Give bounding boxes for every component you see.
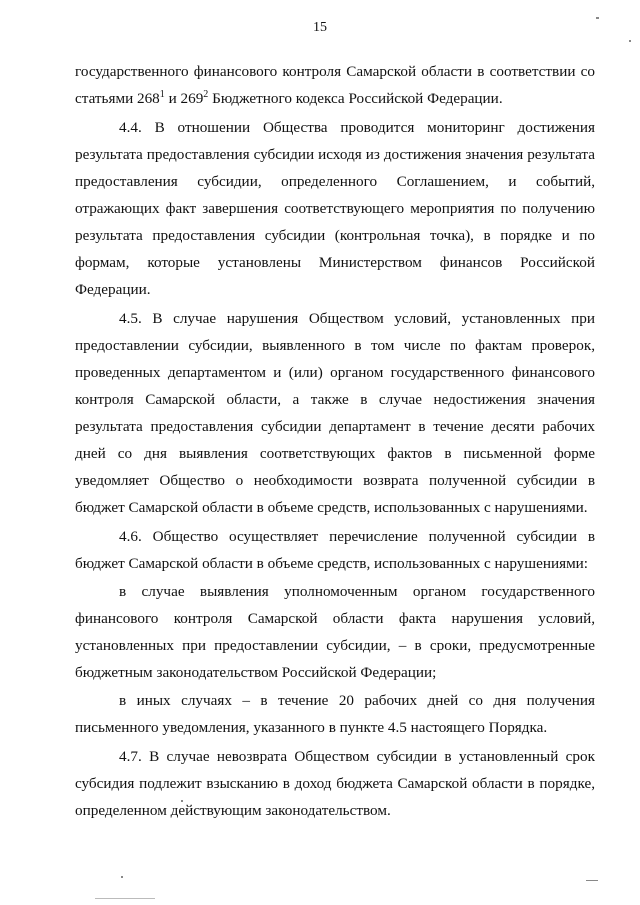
scan-mark-bottom-right [586,880,598,881]
paragraph-4-5: 4.5. В случае нарушения Обществом условий, установленных при предоставлении субсидии, выявленного в том числе по фактам проверок, проведенных департаментом и (или) органом государственного финансового контроля Самарской области, а также в случае недостижения значения результата предоставления субсидии департамент в течение десяти рабочих дней со дня выявления соответствующих фактов в письменной форме уведомляет Общество о необходимости возврата полученной субсидии в бюджет Самарской области в объеме средств, использованных с нарушениями. [75,310,595,516]
paragraph-continuation [75,58,595,112]
paragraph-continuation-text-b: и 269 [164,90,204,107]
paragraph-4-6: 4.6. Общество осуществляет перечисление полученной субсидии в бюджет Самарской области в объеме средств, использованных с нарушениями: [75,528,595,572]
scan-mark-bottom-left [121,876,123,878]
paragraph-continuation-text-a: государственного финансового контроля Самарской области в соответствии со статьями 268 [75,63,595,107]
paragraph-4-7: 4.7. В случае невозврата Обществом субсидии в установленный срок субсидия подлежит взысканию в доход бюджета Самарской области в порядке, определенном действующим законодательством. [75,748,595,819]
scan-mark-mid [181,800,183,802]
paragraph-4-6-item-1: в случае выявления уполномоченным органом государственного финансового контроля Самарской области факта нарушения условий, установленных при предоставлении субсидии, – в сроки, предусмотренные бюджетным законодательством Российской Федерации; [75,583,595,681]
paragraph-continuation-text-c: Бюджетного кодекса Российской Федерации. [208,90,503,107]
superscript-2: 2 [203,88,209,100]
document-body [75,58,595,825]
paragraph-4-6-item-2: в иных случаях – в течение 20 рабочих дней со дня получения письменного уведомления, указанного в пункте 4.5 настоящего Порядка. [75,692,595,736]
page-number: 15 [313,20,327,35]
scan-mark-right-edge [629,40,631,42]
paragraph-4-4: 4.4. В отношении Общества проводится мониторинг достижения результата предоставления субсидии исходя из достижения значения результата предоставления субсидии, определенного Соглашением, и событий, отражающих факт завершения соответствующего мероприятия по получению результата предоставления субсидии (контрольная точка), в порядке и по формам, которые установлены Министерством финансов Российской Федерации. [75,119,595,298]
scan-mark-top-right [596,17,599,19]
scan-mark-bottom-center [95,898,155,899]
superscript-1: 1 [159,88,165,100]
